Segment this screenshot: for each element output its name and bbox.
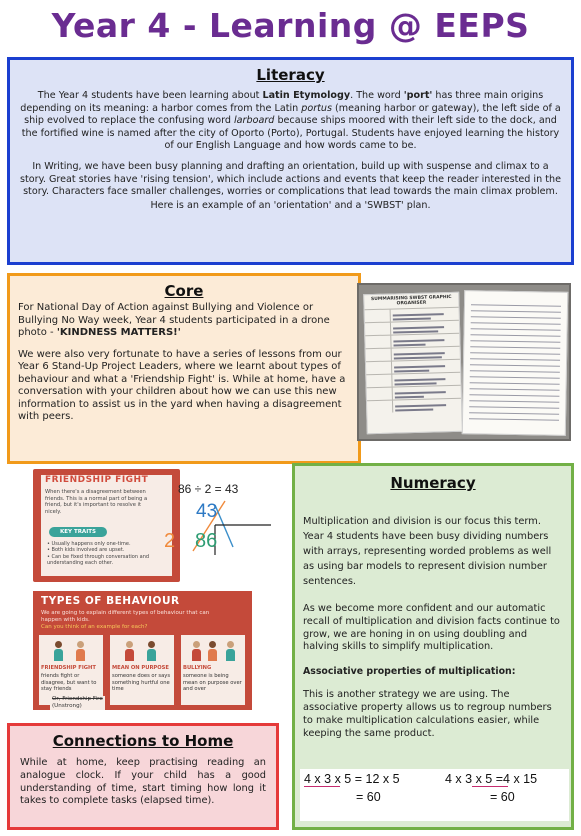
figure-icon — [146, 641, 156, 661]
numeracy-paragraph-focus: Multiplication and division is our focus this term. Year 4 students have been busy dividing numbers with arrays, representing worded problems as well as using bar models to represent division number sentences. — [303, 516, 552, 587]
figure-icon — [225, 641, 235, 661]
figure-icon — [53, 641, 63, 661]
numeracy-section — [292, 463, 574, 830]
bullying-panel: BULLYING someone is being mean on purpose over and over — [181, 635, 245, 705]
division-equation: 86 ÷ 2 = 43 — [178, 482, 239, 496]
types-of-behaviour-title: TYPES OF BEHAVIOUR — [41, 595, 180, 607]
literacy-paragraph-etymology: The Year 4 students have been learning about Latin Etymology. The word 'port' has three main origins depending on its meaning: a harbor comes from the Latin portus (meaning harbor or gateway), the left side of a ship evolved to replace the confusing word larboard because ships moored with their left side to the dock, and the fortified wine is named after the city of Oporto (Porto), Portugal. Students have enjoyed learning the history of our English Language and how words came to be. — [20, 90, 561, 152]
connections-to-home-section — [7, 723, 279, 830]
swbst-plan-photo — [357, 283, 571, 441]
friendship-fight-panel: FRIENDSHIP FIGHT friends fight or disagree, but want to stay friends — [39, 635, 103, 705]
figure-icon — [191, 641, 201, 661]
literacy-paragraph-writing: In Writing, we have been busy planning and drafting an orientation, build up with suspense and climax to a story. Great stories have 'rising tension', which include actions and events that keep the reader interested in the story. Characters face smaller challenges, worries or complications that lead towards the main climax problem. — [20, 160, 561, 198]
example-two-line-one: 4 x 3 x 5 =4 x 15 — [445, 772, 538, 786]
grouping-underline — [304, 786, 340, 787]
numeracy-paragraph-associative: This is another strategy we are using. The associative property allows us to regroup numbers to make multiplication calculations easier, while keeping the same product. — [303, 689, 552, 739]
mean-on-purpose-panel: MEAN ON PURPOSE someone does or says something hurtful one time — [110, 635, 174, 705]
figure-icon — [124, 641, 134, 661]
connections-heading: Connections to Home — [52, 732, 234, 750]
key-traits-badge: KEY TRAITS — [49, 527, 107, 537]
types-of-behaviour-subtitle: We are going to explain different types of behaviour that can happen with kids. — [41, 610, 210, 623]
literacy-section — [7, 57, 574, 265]
core-paragraph-bullying: For National Day of Action against Bullying and Violence or Bullying No Way week, Year 4 students participated in a drone photo - 'KINDNESS MATTERS!' — [18, 302, 330, 338]
literacy-paragraph-example: Here is an example of an 'orientation' and a 'SWBST' plan. — [150, 199, 431, 211]
figure-icon — [207, 641, 217, 661]
division-dividend: 86 — [195, 530, 218, 552]
example-one-line-two: = 60 — [356, 790, 381, 804]
latin-etymology-term: Latin Etymology — [262, 90, 351, 101]
page-title: Year 4 - Learning @ EEPS — [51, 6, 530, 45]
friendship-fight-card — [33, 469, 180, 582]
core-section — [7, 273, 361, 464]
behaviour-footnote: Or, Friendship Fire (Unstrong) — [52, 696, 103, 709]
figure-icon — [75, 641, 85, 661]
associative-examples — [300, 769, 569, 821]
connections-paragraph: While at home, keep practising reading an analogue clock. If your child has a good understanding of time, start timing how long it takes to complete tasks (elapsed time). — [20, 757, 266, 807]
core-paragraph-lessons: We were also very fortunate to have a series of lessons from our Year 6 Stand-Up Project Leaders, where we learnt about types of behaviour and what a 'Friendship Fight' is. While at home, have a conversation with your children about how we can use this new information to assist us in the yard when having a disagreement with peers. — [18, 348, 346, 422]
friendship-fight-description: When there's a disagreement between friends. This is a normal part of being a friend, but it's important to resolve it nicely. — [45, 489, 148, 515]
numeracy-heading: Numeracy — [390, 474, 476, 492]
division-divisor: 2 — [164, 530, 176, 552]
core-heading: Core — [164, 282, 204, 300]
literacy-heading: Literacy — [256, 66, 325, 84]
types-of-behaviour-question: Can you think of an example for each? — [41, 624, 148, 630]
associative-properties-heading: Associative properties of multiplication: — [303, 666, 516, 678]
numeracy-paragraph-recall: As we become more confident and our automatic recall of multiplication and division facts continue to grow, we are honing in on using doubling and halving skills to simplify multiplication. — [303, 603, 560, 653]
orientation-draft-sheet — [462, 290, 568, 436]
friendship-fight-title: FRIENDSHIP FIGHT — [45, 475, 149, 485]
types-of-behaviour-card — [33, 591, 252, 710]
division-blue-arrow — [215, 505, 233, 547]
kindness-matters-text: 'KINDNESS MATTERS!' — [56, 327, 181, 338]
swbst-organiser-sheet: SUMMARISING SWBST GRAPHIC ORGANISER — [363, 292, 463, 434]
grouping-underline — [472, 786, 508, 787]
example-two-line-two: = 60 — [490, 790, 515, 804]
example-one-line-one: 4 x 3 x 5 = 12 x 5 — [304, 772, 400, 786]
port-term: 'port' — [403, 90, 433, 101]
key-traits-list: • Usually happens only one-time. • Both kids involved are upset. • Can be fixed through conversation and understanding each other. — [47, 541, 150, 567]
division-quotient: 43 — [196, 501, 218, 522]
